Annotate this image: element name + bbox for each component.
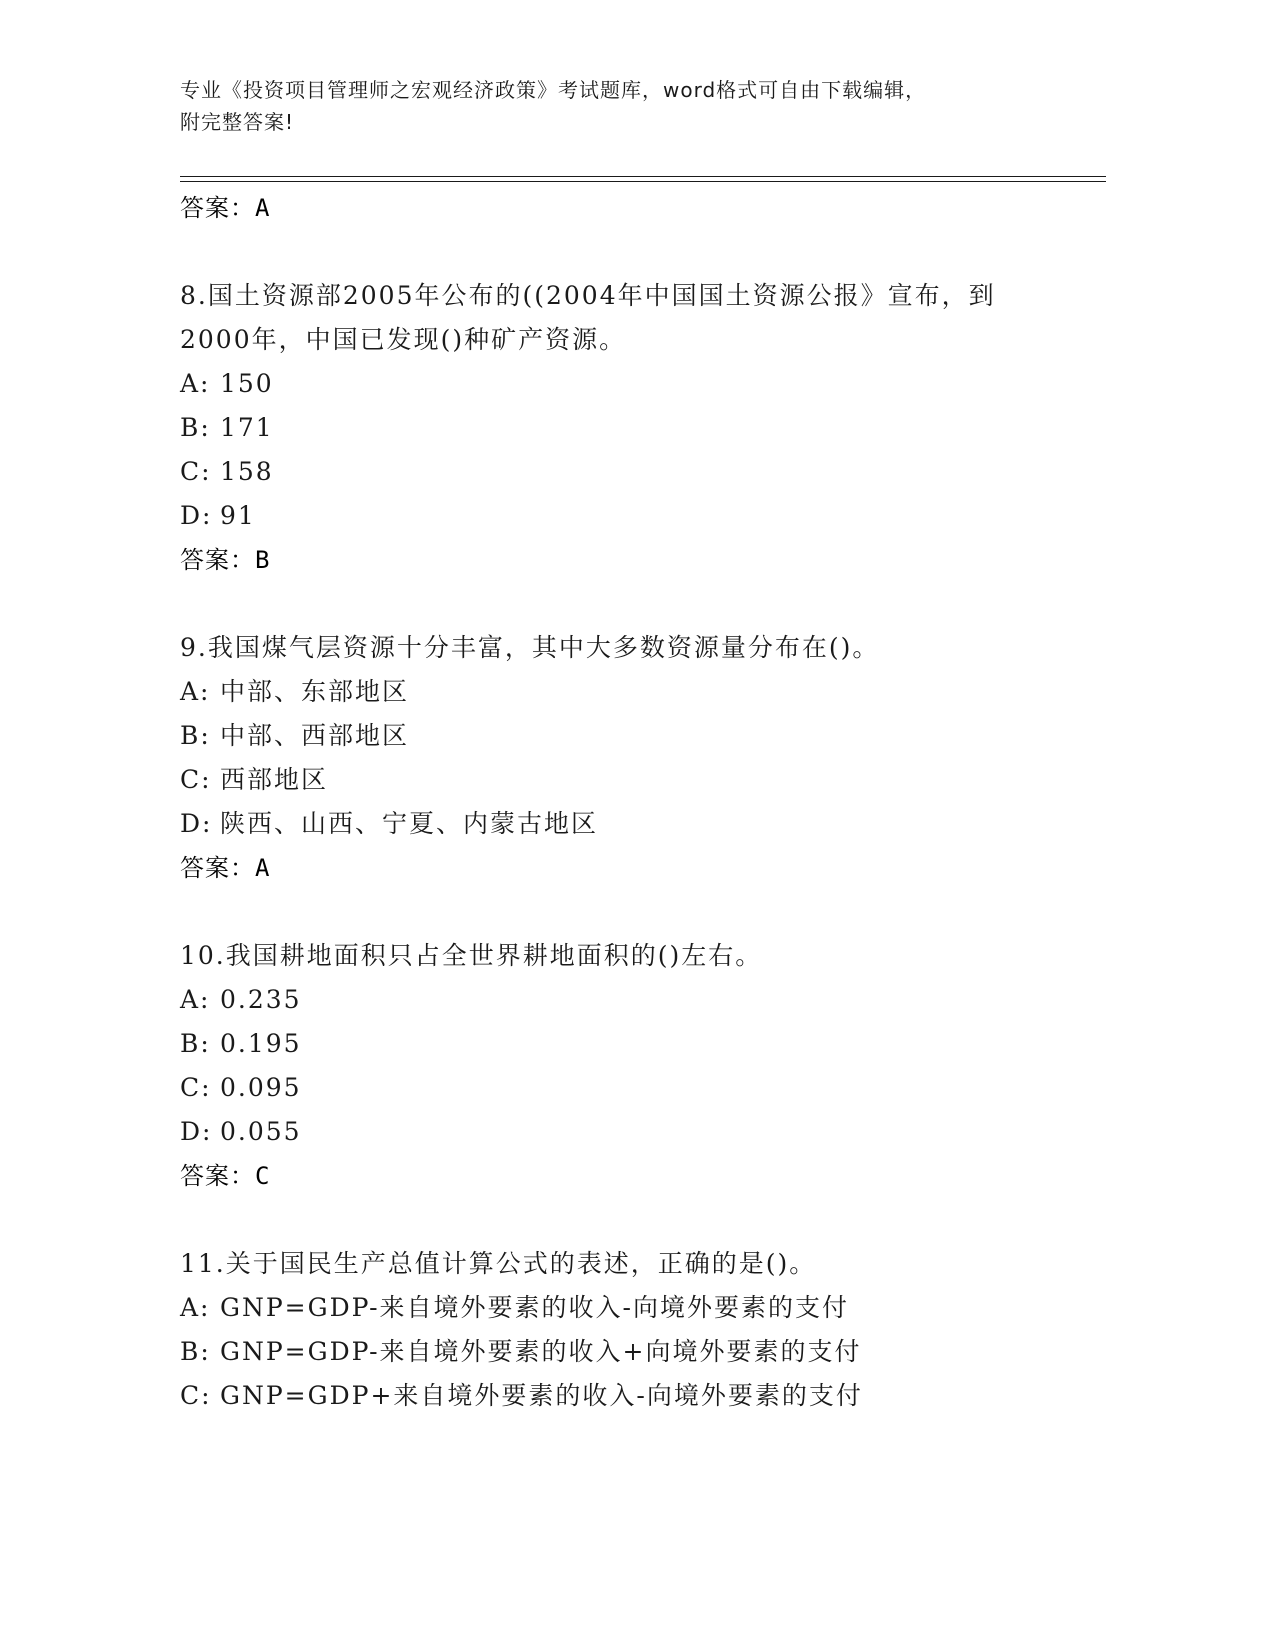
option-key: A: xyxy=(180,985,211,1014)
option-text: 0.235 xyxy=(220,985,302,1014)
answer-label: 答案： xyxy=(180,194,255,222)
option-b xyxy=(180,1022,1120,1066)
option-key: B: xyxy=(180,721,211,750)
option-key: B: xyxy=(180,1337,211,1366)
question-stem: 11.关于国民生产总值计算公式的表述，正确的是()。 xyxy=(180,1249,817,1278)
question-block xyxy=(180,1242,1120,1418)
option-text: 150 xyxy=(220,369,274,398)
option-key: C: xyxy=(180,765,212,794)
option-d xyxy=(180,802,1120,846)
option-a xyxy=(180,362,1120,406)
option-key: A: xyxy=(180,677,211,706)
option-a xyxy=(180,670,1120,714)
answer-line xyxy=(180,186,1120,230)
option-key: B: xyxy=(180,413,211,442)
answer-value: A xyxy=(255,194,271,222)
option-text: 陕西、山西、宁夏、内蒙古地区 xyxy=(220,809,599,838)
header-divider-top xyxy=(180,176,1106,177)
answer-value: A xyxy=(255,854,271,882)
option-c xyxy=(180,1374,1120,1418)
answer-label: 答案： xyxy=(180,546,255,574)
answer-value: B xyxy=(255,546,271,574)
answer-value: C xyxy=(255,1162,271,1190)
option-key: C: xyxy=(180,457,212,486)
option-c xyxy=(180,1066,1120,1110)
option-text: 0.195 xyxy=(220,1029,302,1058)
option-key: D: xyxy=(180,501,213,530)
option-text: 0.095 xyxy=(220,1073,302,1102)
answer-label: 答案： xyxy=(180,854,255,882)
option-text: 中部、西部地区 xyxy=(220,721,410,750)
option-c xyxy=(180,450,1120,494)
option-a xyxy=(180,978,1120,1022)
option-key: B: xyxy=(180,1029,211,1058)
answer-line xyxy=(180,1154,1120,1198)
option-text: 0.055 xyxy=(220,1117,302,1146)
option-c xyxy=(180,758,1120,802)
answer-line xyxy=(180,846,1120,890)
option-key: C: xyxy=(180,1073,212,1102)
question-block xyxy=(180,626,1120,890)
option-text: GNP=GDP-来自境外要素的收入+向境外要素的支付 xyxy=(220,1337,862,1366)
question-block xyxy=(180,934,1120,1198)
option-key: A: xyxy=(180,1293,211,1322)
header-line-2: 附完整答案! xyxy=(180,110,295,134)
option-text: 西部地区 xyxy=(220,765,329,794)
option-a xyxy=(180,1286,1120,1330)
option-text: GNP=GDP+来自境外要素的收入-向境外要素的支付 xyxy=(220,1381,863,1410)
page-header xyxy=(180,74,1120,138)
question-stem: 9.我国煤气层资源十分丰富，其中大多数资源量分布在()。 xyxy=(180,633,880,662)
option-text: 91 xyxy=(220,501,256,530)
option-b xyxy=(180,1330,1120,1374)
question-stem: 8.国土资源部2005年公布的((2004年中国国土资源公报》宣布，到 xyxy=(180,281,996,310)
option-text: 171 xyxy=(220,413,274,442)
option-text: GNP=GDP-来自境外要素的收入-向境外要素的支付 xyxy=(220,1293,849,1322)
answer-label: 答案： xyxy=(180,1162,255,1190)
question-block xyxy=(180,274,1120,582)
option-b xyxy=(180,406,1120,450)
option-text: 中部、东部地区 xyxy=(220,677,410,706)
question-stem: 10.我国耕地面积只占全世界耕地面积的()左右。 xyxy=(180,941,763,970)
question-stem: 2000年，中国已发现()种矿产资源。 xyxy=(180,325,627,354)
option-key: D: xyxy=(180,1117,213,1146)
header-line-1: 专业《投资项目管理师之宏观经济政策》考试题库，word格式可自由下载编辑， xyxy=(180,78,927,102)
answer-line xyxy=(180,538,1120,582)
question-list xyxy=(180,186,1120,1418)
header-divider-bottom xyxy=(180,181,1106,182)
option-d xyxy=(180,494,1120,538)
option-b xyxy=(180,714,1120,758)
option-key: D: xyxy=(180,809,213,838)
option-key: C: xyxy=(180,1381,212,1410)
option-text: 158 xyxy=(220,457,274,486)
option-key: A: xyxy=(180,369,211,398)
option-d xyxy=(180,1110,1120,1154)
